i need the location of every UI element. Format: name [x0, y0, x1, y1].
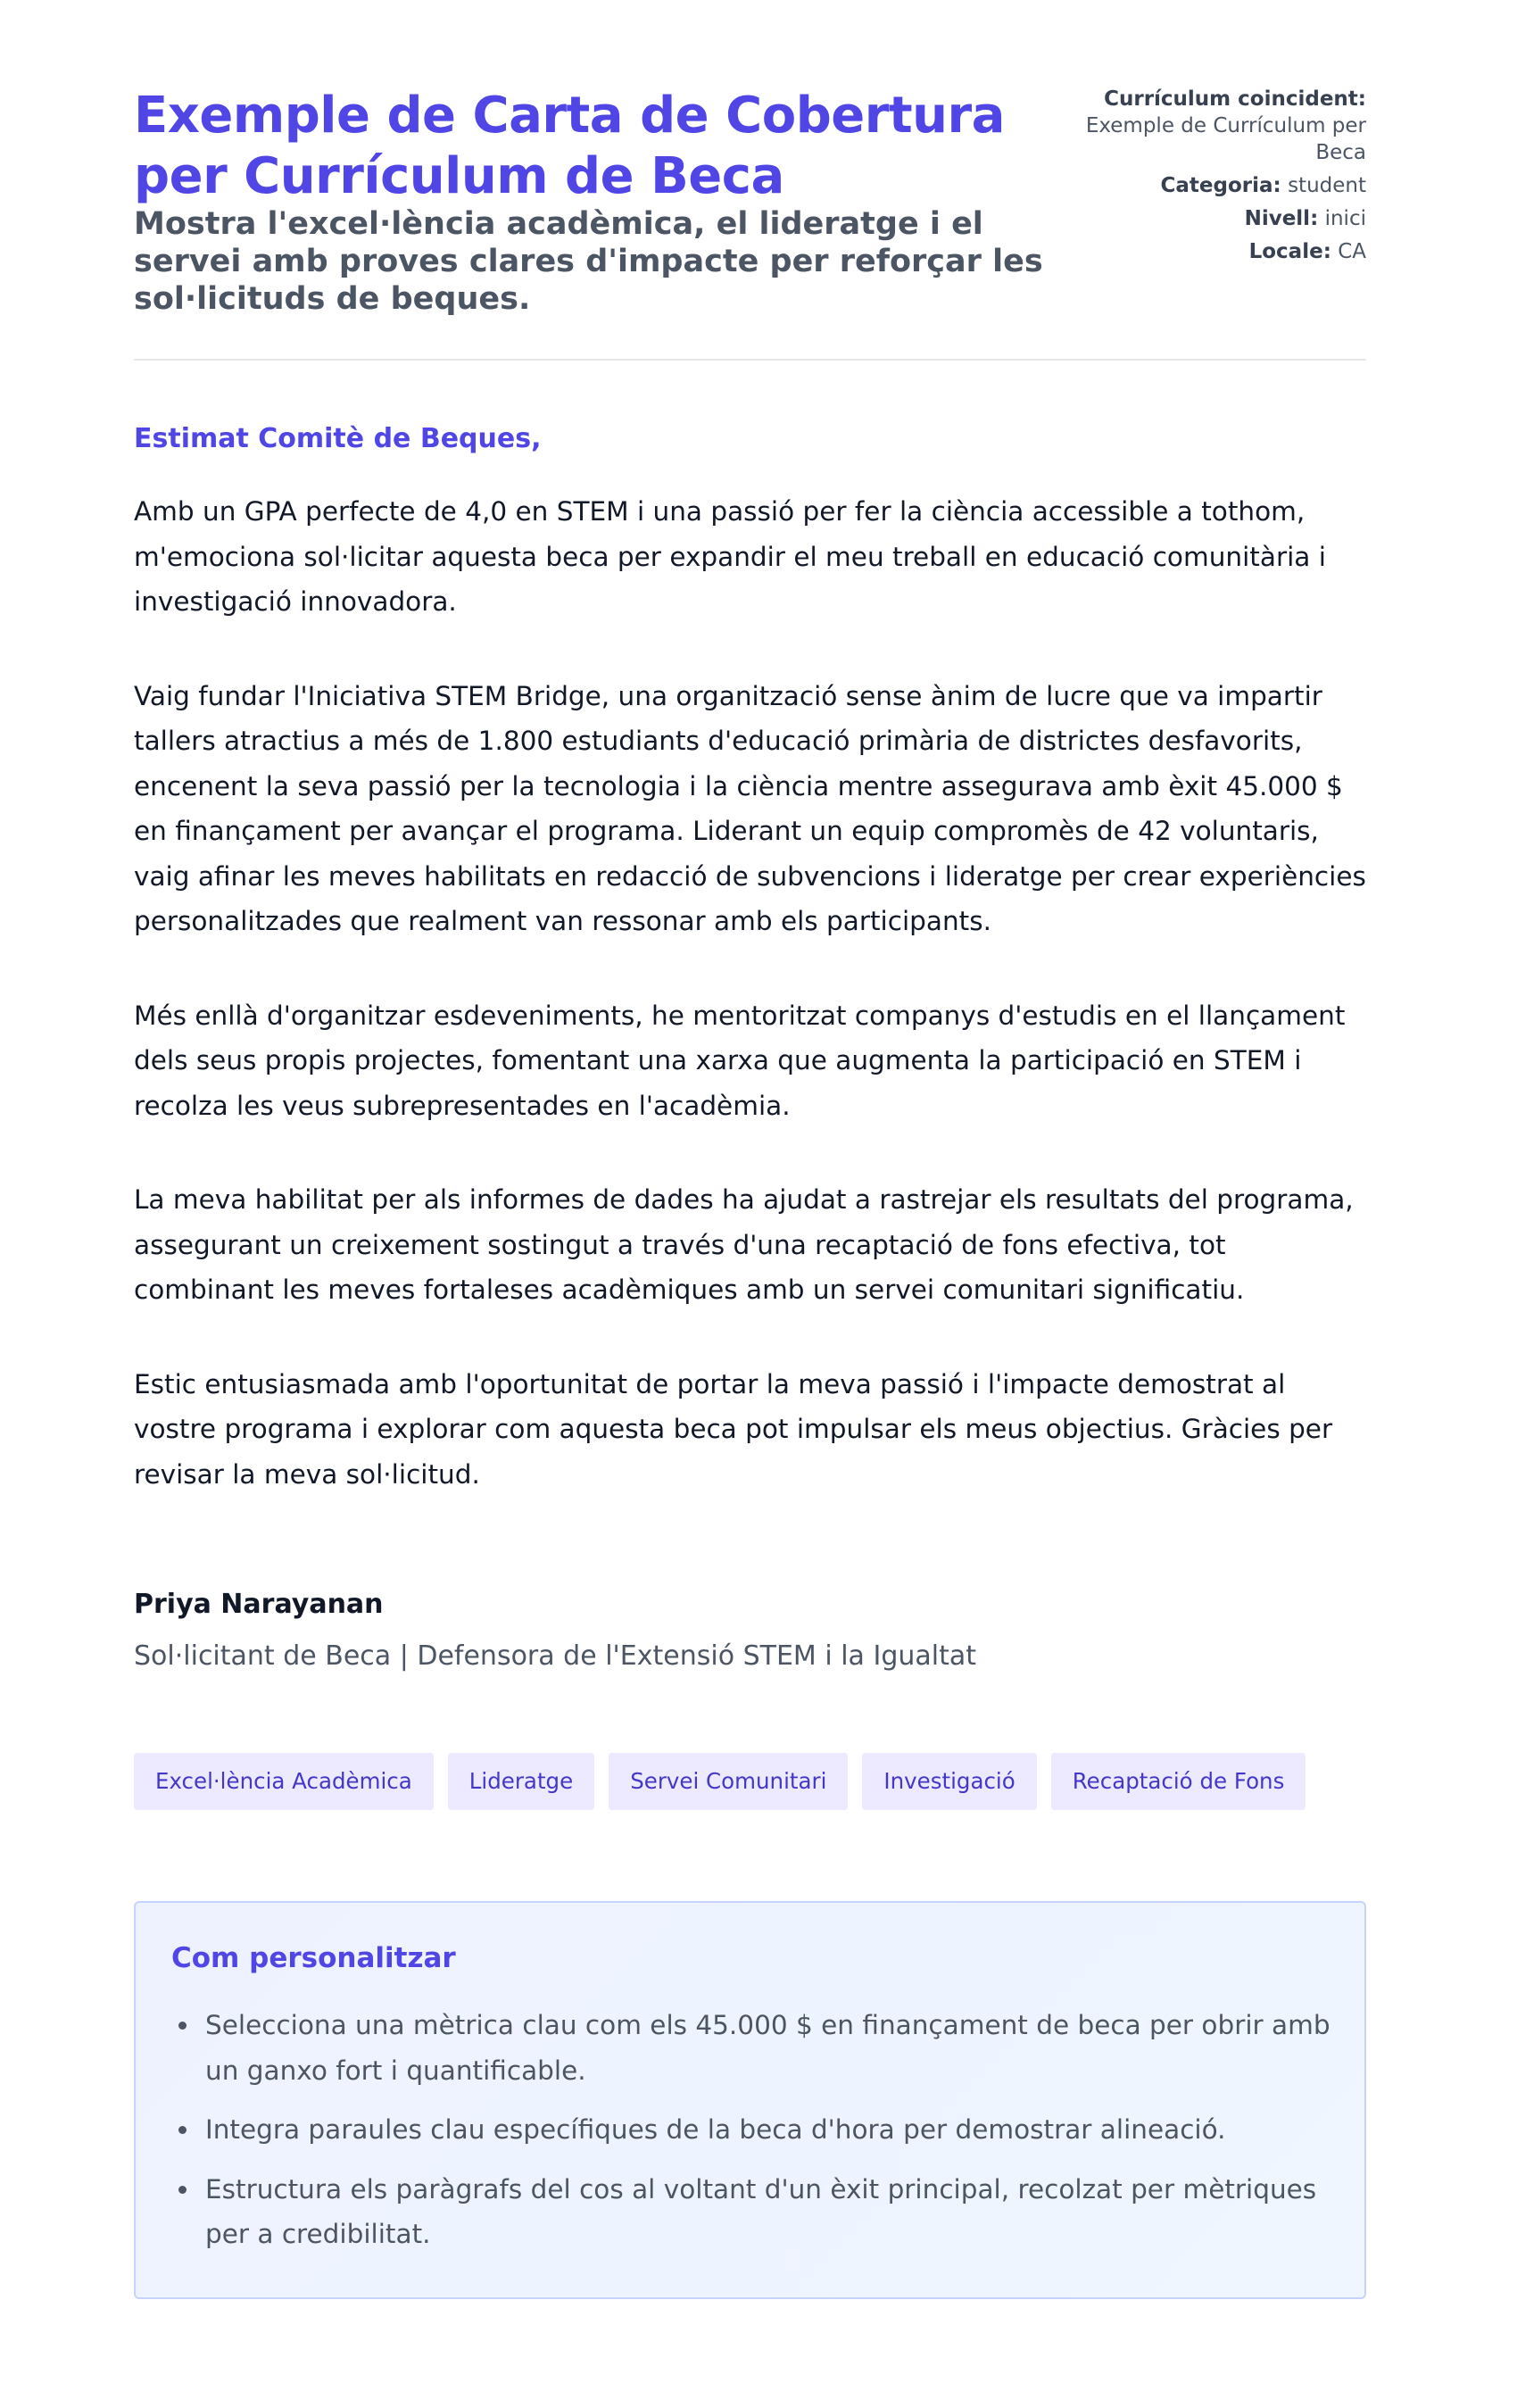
meta-resume-label: Currículum coincident:	[1104, 87, 1366, 111]
metadata-panel	[1045, 86, 1366, 271]
meta-locale	[1045, 238, 1366, 265]
page-header	[134, 0, 1366, 361]
letter-salutation: Estimat Comitè de Beques,	[134, 423, 542, 454]
customization-tips-box	[134, 1901, 1366, 2299]
letter-body	[134, 489, 1366, 1546]
tag-leadership[interactable]: Lideratge	[448, 1753, 594, 1810]
letter-paragraph: Més enllà d'organitzar esdeveniments, he mentoritzat companys d'estudis en el llançament dels seus propis projectes, fomentant una xarxa que augmenta la participació en STEM i recolza les veus subrepresentades en l'acadèmia.	[134, 1000, 1346, 1121]
tip-item: Estructura els paràgrafs del cos al voltant d'un èxit principal, recolzat per mètriques per a credibilitat.	[171, 2167, 1331, 2257]
page-title: Exemple de Carta de Cobertura per Currículum de Beca	[134, 87, 1005, 205]
signature-name: Priya Narayanan	[134, 1589, 384, 1620]
cover-letter-page	[134, 0, 1366, 2249]
tag-fundraising[interactable]: Recaptació de Fons	[1051, 1753, 1306, 1810]
tag-research[interactable]: Investigació	[862, 1753, 1036, 1810]
letter-paragraph: Amb un GPA perfecte de 4,0 en STEM i una passió per fer la ciència accessible a tothom, m'emociona sol·licitar aquesta beca per expandir el meu treball en educació comunitària i investigació innovadora.	[134, 496, 1326, 617]
tag-list	[134, 1753, 1306, 1810]
letter-paragraph: Vaig fundar l'Iniciativa STEM Bridge, una organització sense ànim de lucre que va impartir tallers atractius a més de 1.800 estudiants d'educació primària de districtes desfavorits, encenent la seva passió per la tecnologia i la ciència mentre assegurava amb èxit 45.000 $ en finançament per avançar el programa. Liderant un equip compromès de 42 voluntaris, vaig afinar les meves habilitats en redacció de subvencions i lideratge per crear experiències personalitzades que realment van ressonar amb els participants.	[134, 680, 1366, 936]
letter-paragraph: Estic entusiasmada amb l'oportunitat de portar la meva passió i l'impacte demostrat al vostre programa i explorar com aquesta beca pot impulsar els meus objectius. Gràcies per revisar la meva sol·licitud.	[134, 1368, 1333, 1490]
tip-item: Selecciona una mètrica clau com els 45.000 $ en finançament de beca per obrir amb un ganxo fort i quantificable.	[171, 2003, 1331, 2093]
meta-level-label: Nivell:	[1244, 207, 1319, 230]
meta-category	[1045, 172, 1366, 199]
meta-resume-link[interactable]: Exemple de Currículum per Beca	[1085, 114, 1366, 164]
tips-list	[171, 2003, 1331, 2271]
meta-category-value: student	[1288, 174, 1366, 197]
tips-title: Com personalitzar	[171, 1942, 456, 1974]
letter-paragraph: La meva habilitat per als informes de dades ha ajudat a rastrejar els resultats del programa, assegurant un creixement sostingut a través d'una recaptació de fons efectiva, tot combinant les meves fortaleses acadèmiques amb un servei comunitari significatiu.	[134, 1184, 1354, 1305]
tag-academic-excellence[interactable]: Excel·lència Acadèmica	[134, 1753, 434, 1810]
meta-category-label: Categoria:	[1160, 174, 1281, 197]
meta-resume	[1045, 86, 1366, 166]
tag-community-service[interactable]: Servei Comunitari	[609, 1753, 848, 1810]
signature-title: Sol·licitant de Beca | Defensora de l'Extensió STEM i la Igualtat	[134, 1640, 977, 1672]
meta-locale-value: CA	[1338, 240, 1366, 263]
meta-level-value: inici	[1324, 207, 1366, 230]
tip-item: Integra paraules clau específiques de la beca d'hora per demostrar alineació.	[171, 2107, 1331, 2153]
meta-level	[1045, 205, 1366, 232]
meta-locale-label: Locale:	[1248, 240, 1331, 263]
page-subtitle: Mostra l'excel·lència acadèmica, el lideratge i el servei amb proves clares d'impacte per reforçar les sol·licituds de beques.	[134, 206, 1043, 317]
